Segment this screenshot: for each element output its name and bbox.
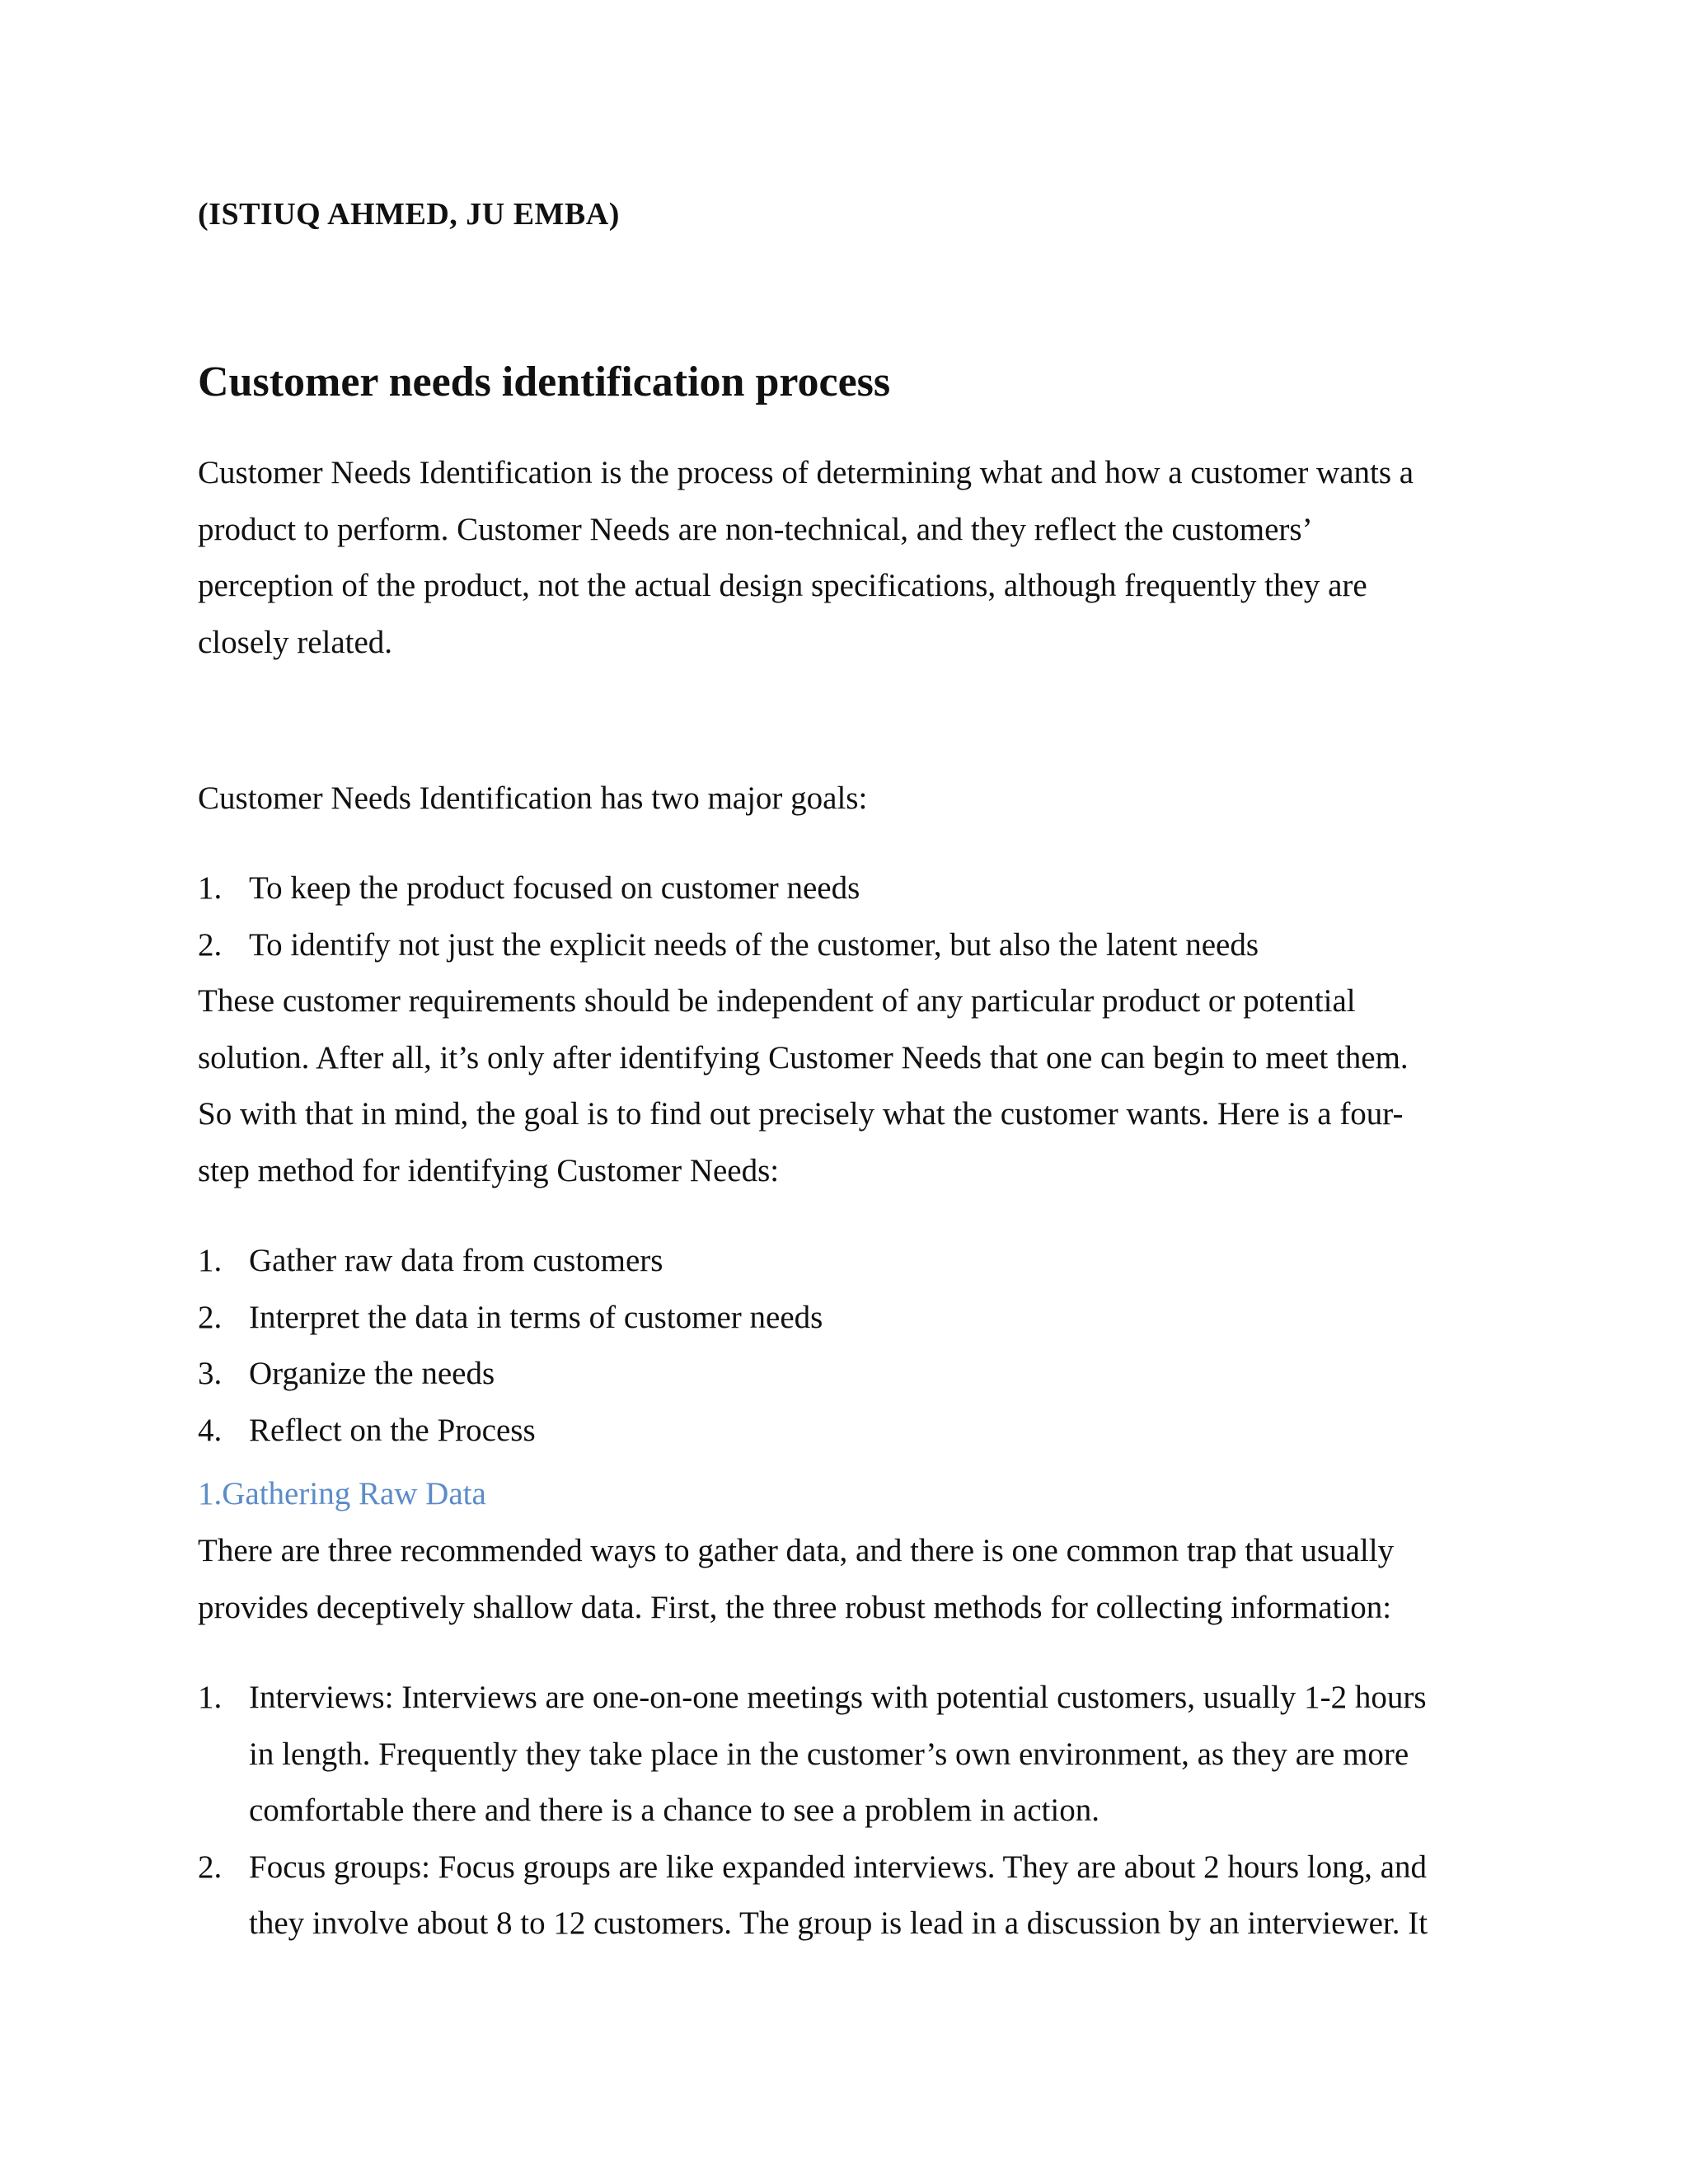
goals-list (198, 860, 1484, 973)
method-line: solution. After all, it’s only after identifying Customer Needs that one can begin to meet them. (198, 1039, 1409, 1076)
method-line: These customer requirements should be independent of any particular product or potential (198, 983, 1356, 1019)
list-item (198, 917, 1484, 974)
list-number: 3. (198, 1356, 223, 1391)
list-item-text: Focus groups: Focus groups are like expanded interviews. They are about 2 hours long, and (249, 1849, 1427, 1885)
list-item-text: comfortable there and there is a chance to see a problem in action. (249, 1793, 1100, 1828)
list-item-text: they involve about 8 to 12 customers. The group is lead in a discussion by an interviewer. It (249, 1905, 1428, 1941)
method-paragraph (198, 973, 1467, 1199)
list-item-text: Organize the needs (249, 1356, 495, 1391)
intro-line: product to perform. Customer Needs are non-technical, and they reflect the customers’ (198, 511, 1313, 547)
list-number: 4. (198, 1412, 223, 1448)
list-item-text: Interpret the data in terms of customer needs (249, 1299, 823, 1335)
list-item (198, 860, 1484, 917)
section-heading: 1.Gathering Raw Data (198, 1476, 486, 1511)
list-item (198, 1233, 1484, 1290)
list-item-text: Gather raw data from customers (249, 1243, 663, 1278)
list-item (198, 1346, 1484, 1403)
list-item-text: To identify not just the explicit needs of the customer, but also the latent needs (249, 926, 1259, 963)
methods-list (198, 1670, 1484, 1952)
intro-line: closely related. (198, 624, 393, 660)
list-item (198, 1840, 1484, 1952)
intro-line: perception of the product, not the actual design specifications, although frequently they are (198, 568, 1367, 603)
method-line: step method for identifying Customer Needs: (198, 1152, 780, 1188)
intro-paragraph (198, 445, 1467, 671)
gather-line: provides deceptively shallow data. First, the three robust methods for collecting information: (198, 1589, 1392, 1625)
steps-list (198, 1233, 1484, 1459)
list-number: 1. (198, 870, 223, 906)
method-line: So with that in mind, the goal is to find out precisely what the customer wants. Here is a four- (198, 1096, 1404, 1132)
goals-intro-text: Customer Needs Identification has two major goals: (198, 780, 868, 816)
list-item-text: Reflect on the Process (249, 1412, 536, 1448)
list-item (198, 1290, 1484, 1347)
list-item (198, 1670, 1484, 1840)
gather-paragraph (198, 1523, 1467, 1636)
list-item-text: in length. Frequently they take place in the customer’s own environment, as they are more (249, 1736, 1409, 1772)
list-number: 2. (198, 1299, 223, 1335)
list-number: 1. (198, 1243, 223, 1278)
list-number: 2. (198, 926, 223, 963)
list-number: 2. (198, 1849, 223, 1885)
list-item-text: To keep the product focused on customer needs (249, 870, 860, 906)
list-item-text: Interviews: Interviews are one-on-one meetings with potential customers, usually 1-2 hours (249, 1680, 1427, 1715)
list-item (198, 1403, 1484, 1460)
gather-line: There are three recommended ways to gather data, and there is one common trap that usually (198, 1533, 1395, 1568)
intro-line: Customer Needs Identification is the process of determining what and how a customer wants a (198, 455, 1414, 490)
document-title: Customer needs identification process (198, 359, 891, 405)
author-line: (ISTIUQ AHMED, JU EMBA) (198, 197, 620, 232)
goals-intro (198, 771, 1467, 827)
list-number: 1. (198, 1680, 223, 1715)
